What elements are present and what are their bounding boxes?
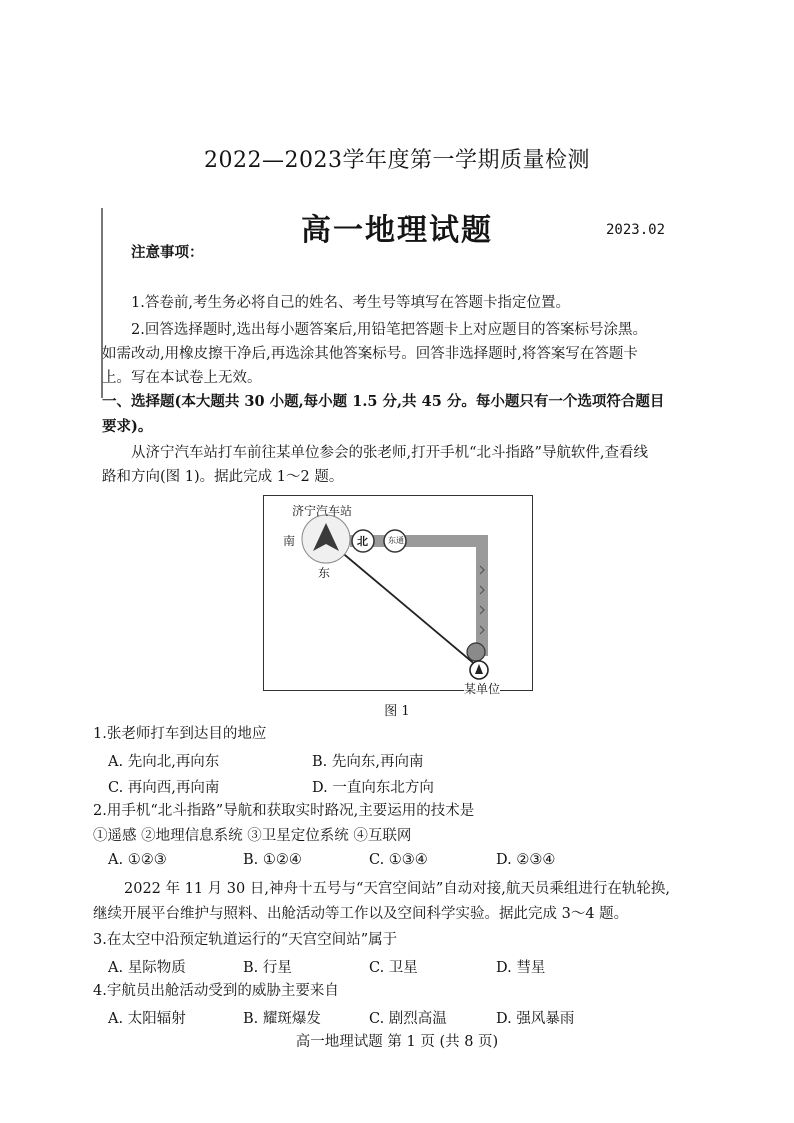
section1-heading-line-2: 要求)。: [102, 418, 153, 435]
q3-option-d: D. 彗星: [496, 960, 546, 976]
exam-title: 2022—2023学年度第一学期质量检测: [204, 148, 590, 173]
subject-title: 高一地理试题: [301, 213, 493, 248]
figure-1-map: [263, 495, 533, 696]
destination-label: 某单位: [464, 682, 501, 696]
north-badge-label: 北: [357, 535, 368, 548]
start-label: 济宁汽车站: [292, 504, 353, 518]
notice-item-2-line-1: 2.回答选择题时,选出每小题答案后,用铅笔把答题卡上对应题目的答案标号涂黑。: [131, 322, 648, 338]
q4-stem: 4.宇航员出舱活动受到的威胁主要来自: [93, 983, 339, 999]
q1-stem: 1.张老师打车到达目的地应: [93, 726, 267, 742]
intro-2-line-1: 2022 年 11 月 30 日,神舟十五号与“天宫空间站”自动对接,航天员乘组进行在轨轮换,: [124, 881, 670, 897]
section1-heading-line-1: 一、选择题(本大题共 30 小题,每小题 1.5 分,共 45 分。每小题只有一个选项符合题目: [102, 393, 665, 410]
figure-1-caption: 图 1: [384, 704, 410, 719]
south-label: 南: [283, 534, 296, 548]
page-footer: 高一地理试题 第 1 页 (共 8 页): [295, 1034, 499, 1050]
q2-option-d: D. ②③④: [496, 852, 556, 868]
route-map: [264, 496, 531, 689]
q3-stem: 3.在太空中沿预定轨道运行的“天宫空间站”属于: [93, 932, 398, 948]
intro-1-line-2: 路和方向(图 1)。据此完成 1～2 题。: [102, 469, 344, 485]
q2-items: ①遥感 ②地理信息系统 ③卫星定位系统 ④互联网: [93, 828, 412, 844]
q3-option-b: B. 行星: [243, 960, 292, 976]
q4-option-a: A. 太阳辐射: [108, 1011, 186, 1027]
q2-option-c: C. ①③④: [369, 852, 428, 868]
notice-item-2-line-2: 如需改动,用橡皮擦干净后,再选涂其他答案标号。回答非选择题时,将答案写在答题卡: [102, 346, 638, 362]
east-label: 东: [318, 566, 331, 580]
intro-2-line-2: 继续开展平台维护与照料、出舱活动等工作以及空间科学实验。据此完成 3～4 题。: [93, 906, 629, 922]
navigation-route: [350, 541, 482, 656]
intro-1-line-1: 从济宁汽车站打车前往某单位参会的张老师,打开手机“北斗指路”导航软件,查看线: [131, 445, 649, 461]
q2-stem: 2.用手机“北斗指路”导航和获取实时路况,主要运用的技术是: [93, 803, 475, 819]
q4-option-d: D. 强风暴雨: [496, 1011, 575, 1027]
notice-item-1: 1.答卷前,考生务必将自己的姓名、考生号等填写在答题卡指定位置。: [131, 295, 570, 311]
notice-heading: 注意事项：: [131, 244, 204, 261]
waypoint-icon: [467, 643, 485, 661]
q4-option-b: B. 耀斑爆发: [243, 1011, 321, 1027]
q4-option-c: C. 剧烈高温: [369, 1011, 447, 1027]
q2-option-a: A. ①②③: [108, 852, 167, 868]
road-badge-label: 东通: [388, 536, 404, 545]
notice-item-2-line-3: 上。写在本试卷上无效。: [102, 370, 262, 386]
q3-option-c: C. 卫星: [369, 960, 418, 976]
q1-option-b: B. 先向东,再向南: [312, 754, 424, 770]
q1-option-a: A. 先向北,再向东: [108, 754, 220, 770]
q1-option-d: D. 一直向东北方向: [312, 780, 434, 796]
exam-date: 2023.02: [606, 222, 666, 238]
q3-option-a: A. 星际物质: [108, 960, 186, 976]
q2-option-b: B. ①②④: [243, 852, 302, 868]
q1-option-c: C. 再向西,再向南: [108, 780, 220, 796]
direct-line: [327, 540, 477, 666]
